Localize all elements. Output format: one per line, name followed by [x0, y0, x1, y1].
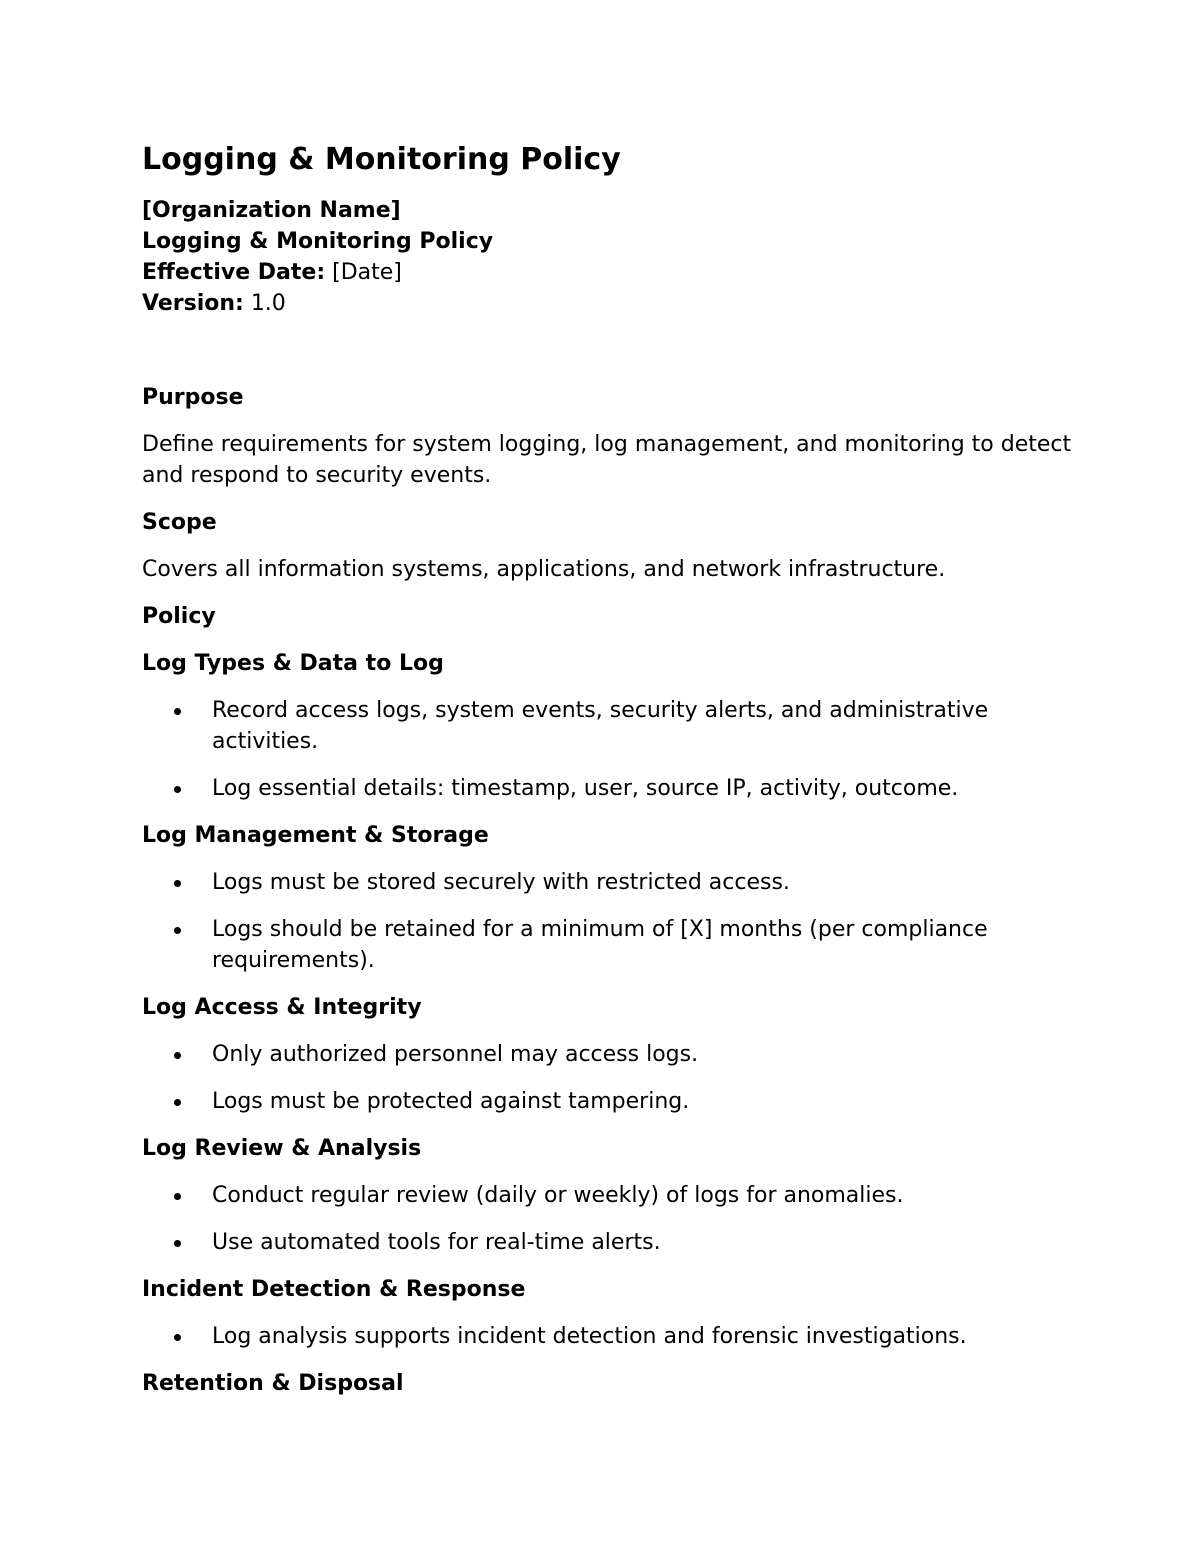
bullet-icon — [174, 786, 181, 793]
version-value: 1.0 — [250, 291, 286, 316]
list-item — [142, 1086, 1072, 1117]
document-meta — [142, 195, 1072, 319]
version-label: Version: — [142, 291, 244, 316]
list-item — [142, 1227, 1072, 1258]
policy-sections — [142, 648, 1072, 1415]
bullet-icon — [174, 927, 181, 934]
version-line — [142, 288, 1072, 319]
list-item-text: Logs must be stored securely with restricted access. — [212, 870, 790, 895]
list-item-text: Only authorized personnel may access logs. — [212, 1042, 699, 1067]
bullet-list — [142, 1180, 1072, 1258]
scope-heading: Scope — [142, 510, 217, 535]
purpose-heading: Purpose — [142, 385, 244, 410]
policy-subsection-heading: Log Management & Storage — [142, 823, 489, 848]
list-item-text: Log essential details: timestamp, user, source IP, activity, outcome. — [212, 776, 959, 801]
bullet-icon — [174, 880, 181, 887]
effective-date-value: [Date] — [332, 260, 402, 285]
list-item-text: Log analysis supports incident detection and forensic investigations. — [212, 1324, 967, 1349]
bullet-list — [142, 867, 1072, 976]
list-item — [142, 867, 1072, 898]
policy-subsection-heading: Log Access & Integrity — [142, 995, 422, 1020]
document-subtitle: Logging & Monitoring Policy — [142, 229, 494, 254]
bullet-list — [142, 695, 1072, 804]
spacer — [142, 319, 1072, 382]
bullet-list — [142, 1039, 1072, 1117]
policy-subsection-heading: Log Review & Analysis — [142, 1136, 422, 1161]
list-item — [142, 695, 1072, 757]
bullet-icon — [174, 1052, 181, 1059]
bullet-icon — [174, 1099, 181, 1106]
bullet-icon — [174, 1240, 181, 1247]
bullet-list — [142, 1321, 1072, 1352]
list-item — [142, 773, 1072, 804]
document-title: Logging & Monitoring Policy — [142, 142, 621, 177]
list-item-text: Logs must be protected against tampering. — [212, 1089, 690, 1114]
list-item — [142, 1039, 1072, 1070]
list-item — [142, 1321, 1072, 1352]
effective-date-label: Effective Date: — [142, 260, 326, 285]
policy-subsection-heading: Log Types & Data to Log — [142, 651, 444, 676]
list-item — [142, 1180, 1072, 1211]
purpose-text: Define requirements for system logging, log management, and monitoring to detect and respond to security events. — [142, 432, 1072, 488]
policy-subsection-heading: Retention & Disposal — [142, 1371, 404, 1396]
policy-heading: Policy — [142, 604, 216, 629]
list-item-text: Conduct regular review (daily or weekly) of logs for anomalies. — [212, 1183, 904, 1208]
list-item-text: Logs should be retained for a minimum of [X] months (per compliance requirements). — [212, 917, 988, 973]
policy-subsection-heading: Incident Detection & Response — [142, 1277, 526, 1302]
list-item-text: Record access logs, system events, security alerts, and administrative activities. — [212, 698, 989, 754]
bullet-icon — [174, 1334, 181, 1341]
bullet-icon — [174, 1193, 181, 1200]
bullet-icon — [174, 708, 181, 715]
effective-date-line — [142, 257, 1072, 288]
organization-name: [Organization Name] — [142, 198, 401, 223]
document-page — [142, 137, 1072, 1415]
list-item — [142, 914, 1072, 976]
scope-text: Covers all information systems, applications, and network infrastructure. — [142, 557, 946, 582]
list-item-text: Use automated tools for real-time alerts. — [212, 1230, 661, 1255]
